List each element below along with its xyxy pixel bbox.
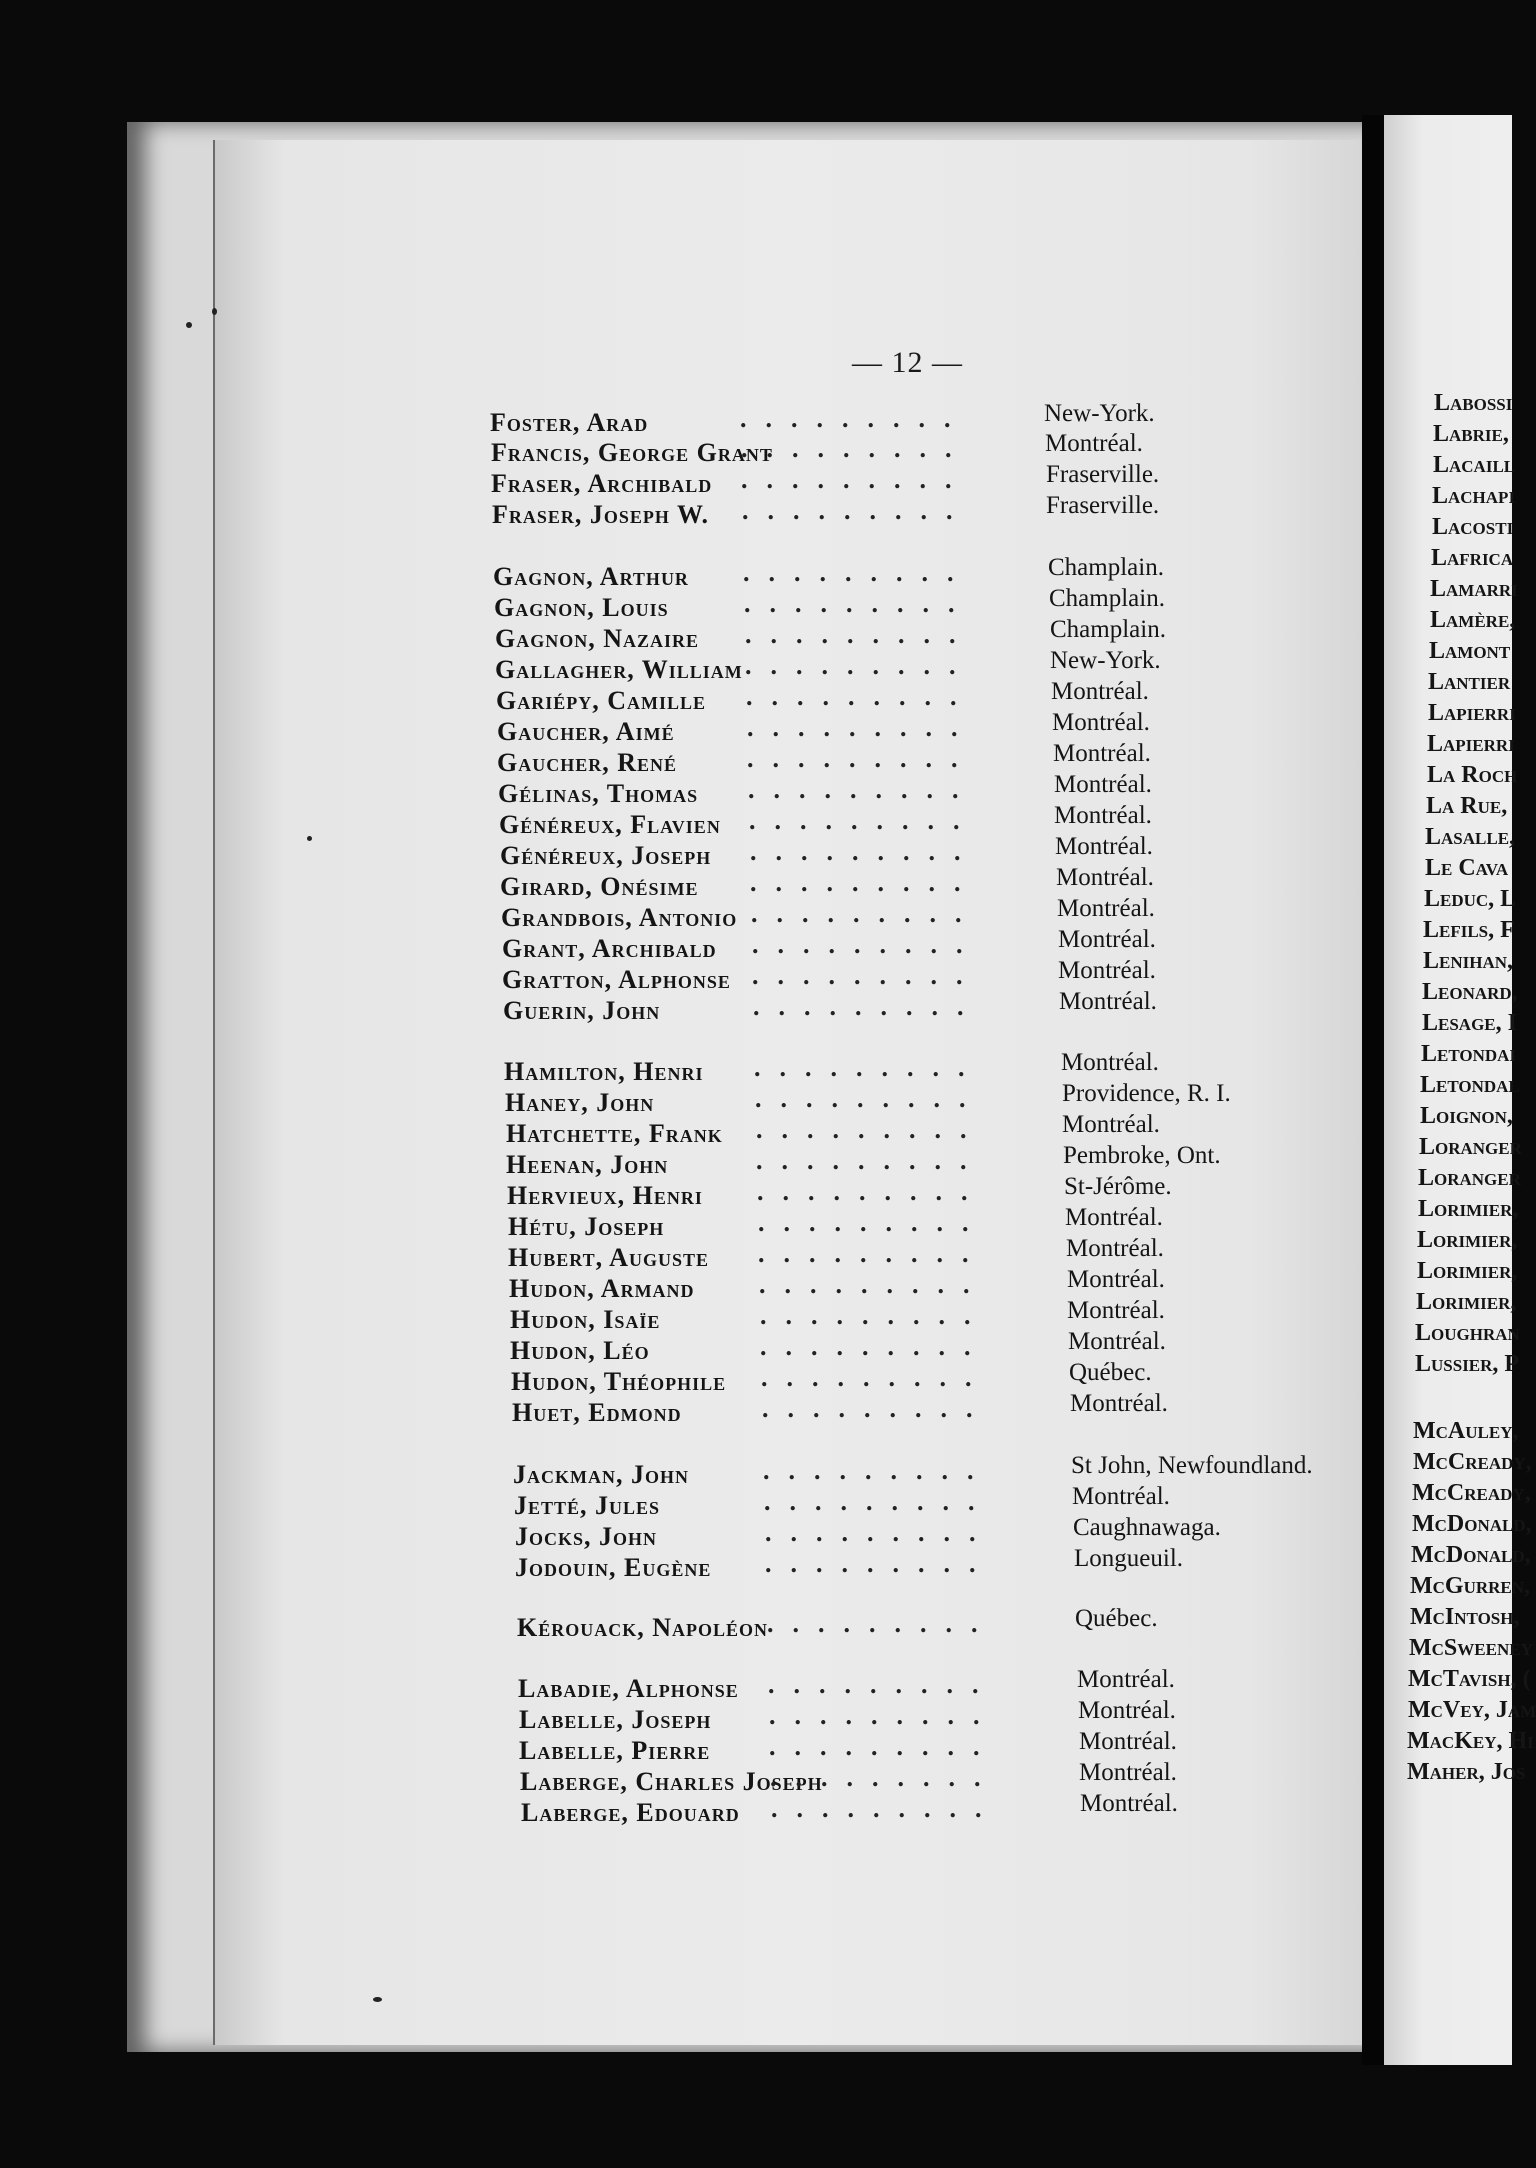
facing-page-entry: Lacaill: [1433, 452, 1516, 478]
entry-place: Montréal.: [1045, 430, 1143, 457]
ink-speck: [212, 308, 217, 315]
facing-page-entry: Lesage, I: [1422, 1010, 1517, 1036]
dot-leader: .........: [754, 1053, 984, 1082]
dot-leader: .........: [771, 1794, 1001, 1823]
dot-leader: .........: [759, 1270, 989, 1299]
entry-name: Jodouin, Eugène: [515, 1553, 712, 1582]
facing-page-entry: Lachapi: [1432, 483, 1516, 509]
entry-name: Gaucher, Aimé: [497, 717, 675, 746]
dot-leader: .........: [745, 651, 975, 680]
entry-place: Champlain.: [1050, 616, 1166, 643]
facing-page-entry: Lapierri: [1427, 731, 1515, 757]
dot-leader: .........: [760, 1332, 990, 1361]
entry-place: Montréal.: [1078, 1697, 1176, 1724]
entry-name: Foster, Arad: [490, 408, 649, 437]
facing-page-entry: McTavish, (: [1408, 1666, 1531, 1692]
entry-place: St-Jérôme.: [1064, 1173, 1172, 1200]
entry-place: Caughnawaga.: [1073, 1514, 1221, 1541]
dot-leader: .........: [744, 589, 974, 618]
entry-name: Généreux, Joseph: [500, 841, 712, 870]
entry-name: Haney, John: [505, 1088, 655, 1117]
facing-page-entry: Maher, Jos: [1407, 1759, 1526, 1785]
entry-place: New-York.: [1044, 400, 1155, 427]
entry-place: Longueuil.: [1074, 1545, 1184, 1572]
entry-place: Montréal.: [1077, 1666, 1175, 1693]
facing-page-entry: MacKey, Hi: [1407, 1728, 1534, 1754]
entry-place: Montréal.: [1079, 1728, 1177, 1755]
facing-page-entry: Letondal: [1420, 1072, 1520, 1098]
entry-place: Montréal.: [1054, 802, 1152, 829]
dot-leader: .........: [740, 404, 970, 433]
entry-name: Gratton, Alphonse: [502, 965, 731, 994]
facing-page-entry: Lorimier,: [1416, 1289, 1517, 1315]
dot-leader: .........: [765, 1549, 995, 1578]
entry-place: Fraserville.: [1046, 492, 1160, 519]
entry-name: Kérouack, Napoléon: [517, 1613, 769, 1642]
book-gutter: [1362, 115, 1384, 2065]
dot-leader: .........: [763, 1456, 993, 1485]
facing-page-entry: Loranger: [1419, 1134, 1522, 1160]
facing-page-entry: Leonard,: [1422, 979, 1518, 1005]
entry-place: Fraserville.: [1046, 461, 1160, 488]
entry-name: Généreux, Flavien: [499, 810, 721, 839]
entry-name: Gagnon, Nazaire: [495, 624, 700, 653]
entry-name: Fraser, Archibald: [491, 469, 713, 498]
entry-place: New-York.: [1050, 647, 1161, 674]
facing-page-entry: Lamont: [1429, 638, 1511, 664]
entry-place: Montréal.: [1079, 1759, 1177, 1786]
entry-place: Montréal.: [1072, 1483, 1170, 1510]
facing-page-entry: McDonald,: [1412, 1511, 1532, 1537]
entry-name: Hudon, Léo: [510, 1336, 650, 1365]
entry-place: St John, Newfoundland.: [1071, 1452, 1313, 1479]
dot-leader: .........: [743, 558, 973, 587]
entry-name: Labelle, Pierre: [519, 1736, 711, 1765]
facing-page-entry: Lacosti: [1432, 514, 1514, 540]
dot-leader: .........: [745, 620, 975, 649]
entry-name: Guerin, John: [503, 996, 661, 1025]
entry-name: Gélinas, Thomas: [498, 779, 699, 808]
dot-leader: .........: [764, 1487, 994, 1516]
facing-page-entry: Lefils, F: [1423, 917, 1515, 943]
entry-name: Huet, Edmond: [512, 1398, 682, 1427]
facing-page-entry: Lorimier,: [1417, 1227, 1518, 1253]
dot-leader: .........: [741, 465, 971, 494]
entry-name: Gaucher, René: [497, 748, 678, 777]
dot-leader: .........: [758, 1208, 988, 1237]
facing-page-entry: Lamère,: [1430, 607, 1516, 633]
facing-page-entry: McVey, Jam: [1408, 1697, 1536, 1723]
entry-place: Montréal.: [1053, 740, 1151, 767]
dot-leader: .........: [762, 1394, 992, 1423]
dot-leader: .........: [742, 496, 972, 525]
entry-place: Montréal.: [1056, 864, 1154, 891]
entry-place: Montréal.: [1057, 895, 1155, 922]
entry-name: Labelle, Joseph: [519, 1705, 712, 1734]
entry-name: Gariépy, Camille: [496, 686, 707, 715]
dot-leader: .........: [750, 868, 980, 897]
facing-page-entry: Lorimier,: [1418, 1196, 1519, 1222]
facing-page-entry: McGurren,: [1410, 1573, 1531, 1599]
facing-page-entry: McIntosh,: [1410, 1604, 1520, 1630]
page-number: — 12 —: [852, 346, 963, 379]
entry-place: Montréal.: [1070, 1390, 1168, 1417]
facing-page-entry: Lussier, P: [1415, 1351, 1520, 1377]
entry-name: Hudon, Théophile: [511, 1367, 727, 1396]
entry-place: Montréal.: [1061, 1049, 1159, 1076]
entry-name: Labadie, Alphonse: [518, 1674, 739, 1703]
dot-leader: .........: [753, 992, 983, 1021]
ink-speck: [186, 322, 192, 328]
facing-page-entry: Labrie,: [1433, 421, 1509, 447]
entry-name: Girard, Onésime: [500, 872, 699, 901]
dot-leader: .........: [760, 1301, 990, 1330]
entry-place: Montréal.: [1052, 709, 1150, 736]
entry-name: Grandbois, Antonio: [501, 903, 738, 932]
facing-page-entry: La Roch: [1427, 762, 1518, 788]
dot-leader: .........: [747, 744, 977, 773]
dot-leader: .........: [756, 1115, 986, 1144]
facing-page-entry: Loughran: [1415, 1320, 1520, 1346]
entry-name: Hudon, Armand: [509, 1274, 695, 1303]
entry-place: Montréal.: [1062, 1111, 1160, 1138]
entry-name: Hamilton, Henri: [504, 1057, 704, 1086]
facing-page-entry: Lafrica: [1431, 545, 1514, 571]
ink-speck: [307, 836, 312, 841]
facing-page-entry: Le Cava: [1425, 855, 1509, 881]
entry-place: Québec.: [1069, 1359, 1152, 1386]
facing-page-entry: McCready,: [1413, 1449, 1532, 1475]
entry-place: Montréal.: [1059, 988, 1157, 1015]
entry-place: Montréal.: [1058, 957, 1156, 984]
entry-place: Champlain.: [1049, 585, 1165, 612]
entry-name: Gallagher, William: [495, 655, 743, 684]
dot-leader: .........: [767, 1609, 997, 1638]
dot-leader: .........: [769, 1732, 999, 1761]
dot-leader: .........: [748, 775, 978, 804]
dot-leader: .........: [752, 961, 982, 990]
dot-leader: .........: [756, 1146, 986, 1175]
entry-name: Laberge, Edouard: [521, 1798, 740, 1827]
dot-leader: .........: [757, 1177, 987, 1206]
entry-name: Hétu, Joseph: [508, 1212, 665, 1241]
entry-name: Francis, George Grant: [491, 438, 773, 467]
entry-place: Providence, R. I.: [1062, 1080, 1231, 1107]
entry-place: Montréal.: [1067, 1266, 1165, 1293]
entry-name: Grant, Archibald: [502, 934, 717, 963]
entry-name: Hudon, Isaïe: [510, 1305, 661, 1334]
entry-place: Montréal.: [1054, 771, 1152, 798]
facing-page-entry: McAuley,: [1413, 1418, 1519, 1444]
entry-name: Jackman, John: [513, 1460, 689, 1489]
entry-place: Montréal.: [1080, 1790, 1178, 1817]
dot-leader: .........: [751, 899, 981, 928]
facing-page-entry: Lenihan,: [1423, 948, 1514, 974]
facing-page-entry: Lorimier,: [1417, 1258, 1518, 1284]
dot-leader: .........: [749, 806, 979, 835]
facing-page-entry: Letondai: [1421, 1041, 1517, 1067]
entry-place: Montréal.: [1067, 1297, 1165, 1324]
entry-name: Laberge, Charles Joseph: [520, 1767, 823, 1796]
facing-page-entry: Lasalle,: [1425, 824, 1516, 850]
facing-page-entry: Leduc, L: [1424, 886, 1517, 912]
entry-place: Montréal.: [1066, 1235, 1164, 1262]
facing-page-entry: McSweeney: [1409, 1635, 1533, 1661]
facing-page-entry: McDonald,: [1411, 1542, 1531, 1568]
entry-place: Montréal.: [1068, 1328, 1166, 1355]
entry-name: Heenan, John: [506, 1150, 669, 1179]
entry-place: Montréal.: [1055, 833, 1153, 860]
facing-page-entry: Lapierri: [1428, 700, 1516, 726]
facing-page-entry: Lantier: [1428, 669, 1511, 695]
entry-place: Pembroke, Ont.: [1063, 1142, 1221, 1169]
dot-leader: .........: [752, 930, 982, 959]
entry-name: Gagnon, Louis: [494, 593, 669, 622]
ink-speck: [373, 1997, 382, 2002]
dot-leader: .........: [750, 837, 980, 866]
entry-place: Champlain.: [1048, 554, 1164, 581]
entry-place: Québec.: [1075, 1605, 1158, 1632]
dot-leader: .........: [758, 1239, 988, 1268]
entry-name: Jetté, Jules: [514, 1491, 661, 1520]
dot-leader: .........: [770, 1763, 1000, 1792]
facing-page-entry: Lamarri: [1430, 576, 1518, 602]
entry-place: Montréal.: [1058, 926, 1156, 953]
entry-name: Fraser, Joseph W.: [492, 500, 710, 529]
facing-page-entry: Loranger: [1418, 1165, 1521, 1191]
dot-leader: .........: [755, 1084, 985, 1113]
entry-name: Hubert, Auguste: [508, 1243, 709, 1272]
entry-place: Montréal.: [1051, 678, 1149, 705]
entry-name: Gagnon, Arthur: [493, 562, 689, 591]
dot-leader: .........: [761, 1363, 991, 1392]
facing-page-entry: Labossi: [1434, 390, 1513, 416]
dot-leader: .........: [741, 434, 971, 463]
facing-page-entry: Loignon,: [1420, 1103, 1513, 1129]
dot-leader: .........: [765, 1518, 995, 1547]
facing-page-entry: La Rue,: [1426, 793, 1508, 819]
entry-place: Montréal.: [1065, 1204, 1163, 1231]
dot-leader: .........: [768, 1670, 998, 1699]
dot-leader: .........: [746, 682, 976, 711]
entry-name: Jocks, John: [515, 1522, 658, 1551]
entry-name: Hervieux, Henri: [507, 1181, 703, 1210]
facing-page-entry: McCready,: [1412, 1480, 1531, 1506]
dot-leader: .........: [769, 1701, 999, 1730]
entry-name: Hatchette, Frank: [506, 1119, 723, 1148]
dot-leader: .........: [747, 713, 977, 742]
